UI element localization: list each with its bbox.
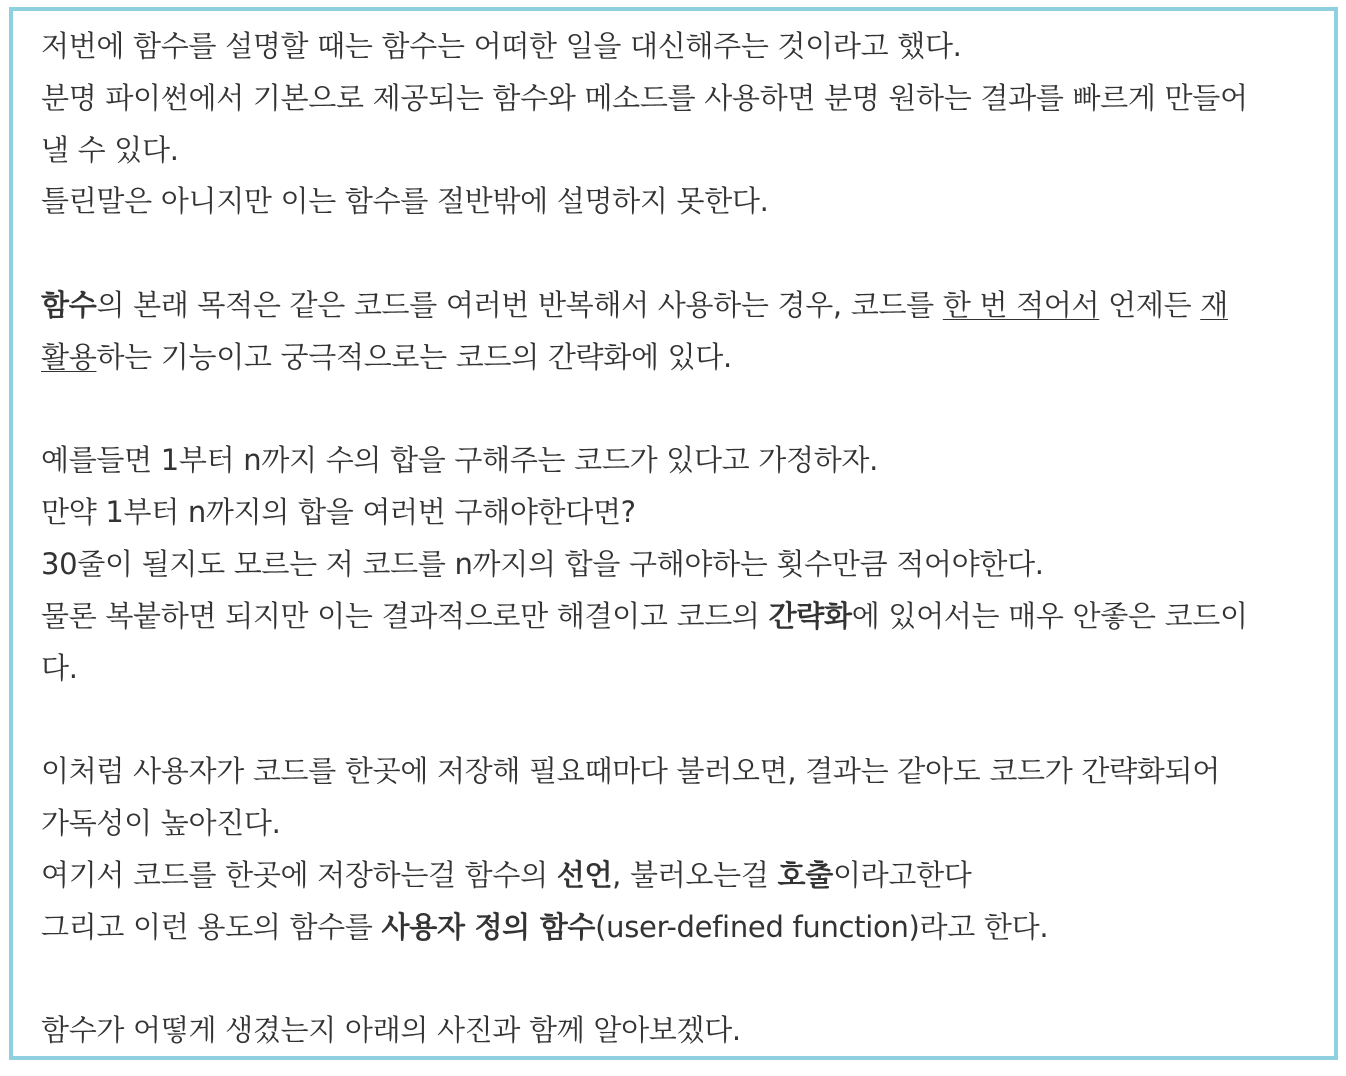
text-segment: 언제든	[1099, 287, 1201, 322]
text-segment: 그리고 이런 용도의 함수를	[41, 909, 382, 944]
paragraph-5	[41, 1005, 1326, 1057]
text-segment: 에 있어서는 매우 안좋은 코드이	[851, 598, 1248, 633]
content-frame	[9, 7, 1338, 1060]
paragraph-spacer	[41, 228, 1326, 280]
text-line: 다.	[41, 650, 78, 685]
text-line	[41, 591, 1326, 643]
bold-term-simplification: 간략화	[768, 598, 852, 633]
paragraph-2	[41, 280, 1326, 384]
paragraph-3	[41, 435, 1326, 694]
paragraph-spacer	[41, 953, 1326, 1005]
paragraph-4	[41, 746, 1326, 953]
text-line: 함수가 어떻게 생겼는지 아래의 사진과 함께 알아보겠다.	[41, 1013, 741, 1048]
text-segment: , 불러오는걸	[612, 857, 778, 892]
text-line: 분명 파이썬에서 기본으로 제공되는 함수와 메소드를 사용하면 분명 원하는 결과를 빠르게 만들어	[41, 80, 1248, 115]
bold-term-declaration: 선언	[556, 857, 613, 892]
underlined-phrase: 활용	[41, 339, 97, 374]
text-segment: 의 본래 목적은 같은 코드를 여러번 반복해서 사용하는 경우, 코드를	[96, 287, 943, 322]
text-line: 저번에 함수를 설명할 때는 함수는 어떠한 일을 대신해주는 것이라고 했다.	[41, 29, 962, 63]
paragraph-1	[41, 21, 1326, 228]
text-segment: 이라고한다	[832, 857, 972, 892]
article-body	[41, 21, 1326, 1057]
text-line: 틀린말은 아니지만 이는 함수를 절반밖에 설명하지 못한다.	[41, 184, 769, 219]
text-line	[41, 332, 1326, 384]
text-segment: 여기서 코드를 한곳에 저장하는걸 함수의	[41, 857, 557, 892]
text-segment: (user-defined function)라고 한다.	[595, 909, 1049, 944]
paragraph-spacer	[41, 384, 1326, 436]
text-line: 예를들면 1부터 n까지 수의 합을 구해주는 코드가 있다고 가정하자.	[41, 443, 879, 478]
text-line: 30줄이 될지도 모르는 저 코드를 n까지의 합을 구해야하는 횟수만큼 적어야한다.	[41, 546, 1044, 581]
text-line	[41, 850, 1326, 902]
text-segment: 하는 기능이고 궁극적으로는 코드의 간략화에 있다.	[96, 339, 732, 374]
bold-term-user-defined-function: 사용자 정의 함수	[381, 909, 596, 944]
text-line: 이처럼 사용자가 코드를 한곳에 저장해 필요때마다 불러오면, 결과는 같아도 코드가 간략화되어	[41, 754, 1220, 789]
text-segment: 물론 복붙하면 되지만 이는 결과적으로만 해결이고 코드의	[41, 598, 769, 633]
text-line	[41, 280, 1326, 332]
text-line: 낼 수 있다.	[41, 132, 179, 167]
paragraph-spacer	[41, 694, 1326, 746]
underlined-phrase: 한 번 적어서	[942, 287, 1100, 322]
bold-term-call: 호출	[777, 857, 833, 892]
underlined-phrase: 재	[1200, 287, 1228, 322]
text-line: 가독성이 높아진다.	[41, 805, 281, 840]
text-line: 만약 1부터 n까지의 합을 여러번 구해야한다면?	[41, 495, 636, 530]
text-line	[41, 902, 1326, 954]
bold-term-function: 함수	[41, 287, 97, 322]
